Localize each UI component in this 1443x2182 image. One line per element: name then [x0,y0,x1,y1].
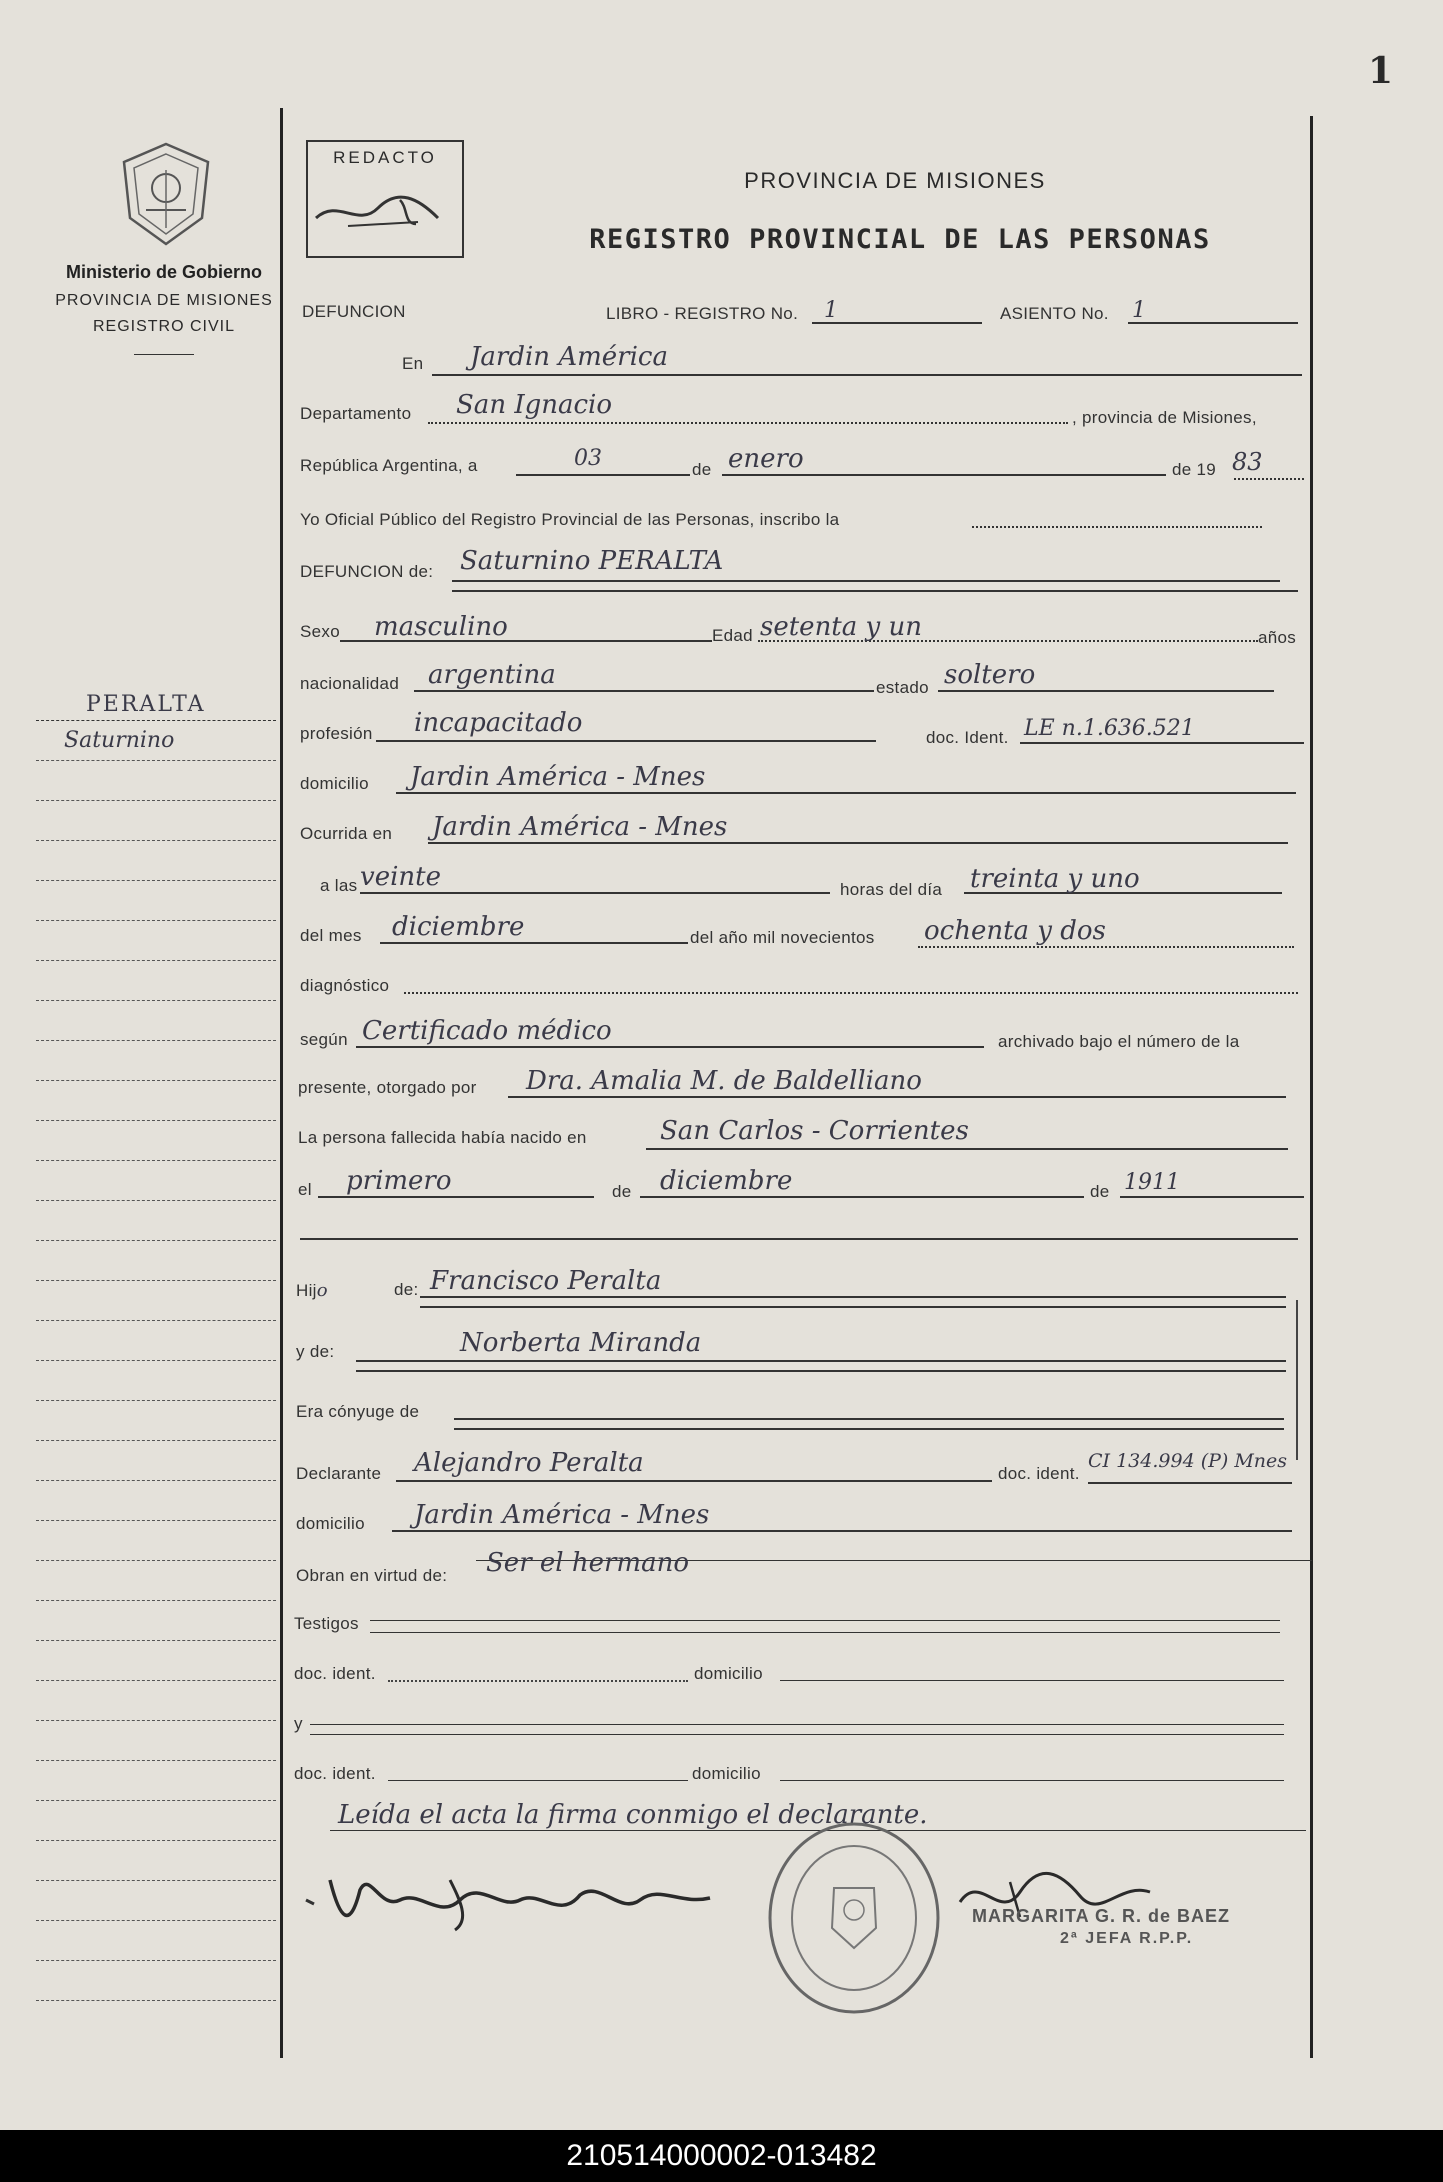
hijo-suffix: o [316,1280,328,1301]
obran-label: Obran en virtud de: [296,1566,448,1585]
decl-doc-value: CI 134.994 (P) Mnes [1088,1450,1288,1472]
nac-mes-line [640,1196,1084,1198]
margin-rule-line [36,2000,276,2001]
margin-rule-line [36,1400,276,1401]
page-number: 1 [1368,50,1394,92]
margin-rule-line [36,1120,276,1121]
margin-rule-line [36,1280,276,1281]
margin-rule-line [36,1480,276,1481]
padre-value: Francisco Peralta [430,1266,662,1296]
declarant-signature [300,1860,720,1940]
decl-domicilio-line [392,1530,1292,1532]
margin-rule-line [36,920,276,921]
domicilio-label: domicilio [300,774,369,793]
medico-value: Dra. Amalia M. de Baldelliano [526,1066,922,1096]
segun-value: Certificado médico [362,1016,612,1046]
hijo-prefix: Hij [296,1281,317,1300]
yde-label: y de: [296,1342,335,1361]
redacto-label: REDACTO [333,148,437,167]
hijo-label [296,1280,328,1301]
margin-rule-line [36,960,276,961]
en-value: Jardin América [470,342,668,372]
margin-rule-line [36,1000,276,1001]
t-domicilio2-label: domicilio [692,1764,761,1783]
obran-value: Ser el hermano [486,1548,689,1578]
nombre-line-2 [452,590,1298,592]
nacionalidad-label: nacionalidad [300,674,400,693]
footer-id: 210514000002-013482 [0,2130,1443,2182]
diagnostico-label: diagnóstico [300,976,390,995]
segun-line [356,1046,984,1048]
delmes-label: del mes [300,926,362,945]
margin-rule-line [36,1760,276,1761]
right-margin-rule [1310,116,1313,2058]
nac-de2-label: de [1090,1182,1110,1201]
margin-surname-line [36,720,276,721]
testigos-line [370,1620,1280,1621]
anio-value: 83 [1232,448,1263,476]
oficial-label: Yo Oficial Público del Registro Provincial de las Personas, inscribo la [300,510,840,529]
mes-muerte-value: diciembre [392,912,525,942]
nac-dia-value: primero [346,1166,452,1196]
padre-line-2 [420,1306,1286,1308]
anio-muerte-line [918,946,1294,948]
madre-value: Norberta Miranda [460,1328,702,1358]
libro-value: 1 [824,298,838,323]
profesion-label: profesión [300,724,373,743]
dia-line [516,474,690,476]
margin-rule-line [36,760,276,761]
horas-label: horas del día [840,880,943,899]
margin-rule-line [36,1840,276,1841]
profesion-value: incapacitado [414,708,583,738]
republica-label: República Argentina, a [300,456,478,475]
testigos-line-2 [370,1632,1280,1633]
decl-doc-label: doc. ident. [998,1464,1080,1483]
decl-domicilio-label: domicilio [296,1514,365,1533]
margin-rule-line [36,1360,276,1361]
margin-rule-line [36,1240,276,1241]
sello-officer: MARGARITA G. R. de BAEZ [972,1906,1230,1926]
departamento-label: Departamento [300,404,412,423]
profesion-line [376,740,876,742]
margin-surname: PERALTA [86,692,206,717]
anio-mil-label: del año mil novecientos [690,928,875,947]
testigos-label: Testigos [294,1614,359,1633]
margin-rule-line [36,840,276,841]
madre-line-2 [356,1370,1286,1372]
header-province: PROVINCIA DE MISIONES [744,168,1046,193]
right-partial-rule [1296,1300,1298,1460]
ocurrida-value: Jardin América - Mnes [432,812,728,842]
estado-value: soltero [944,660,1036,690]
margin-rule-line [36,1640,276,1641]
conyuge-line-2 [454,1428,1284,1430]
hijo-de-label: de: [394,1280,419,1299]
doc-ident2-label: doc. ident. [294,1764,376,1783]
redacto-initials [308,178,458,248]
estado-label: estado [876,678,929,697]
de-label: de [692,460,712,479]
margin-rule-line [36,1560,276,1561]
nacido-label: La persona fallecida había nacido en [298,1128,587,1147]
anios-label: años [1258,628,1297,647]
doc-ident-label: doc. ident. [294,1664,376,1683]
conyuge-line [454,1418,1284,1420]
mes-line [722,474,1166,476]
nac-mes-value: diciembre [660,1166,793,1196]
hora-line [360,892,830,894]
margin-rule-line [36,1320,276,1321]
margin-rule-line [36,880,276,881]
redacto-stamp [306,140,464,258]
margin-rule-line [36,1200,276,1201]
defuncion-label: DEFUNCION [302,302,406,321]
anio-line [1234,478,1304,480]
estado-line [938,690,1274,692]
ministry-title: Ministerio de Gobierno [65,262,262,282]
nacionalidad-value: argentina [428,660,556,690]
declarante-value: Alejandro Peralta [414,1448,644,1478]
nacido-value: San Carlos - Corrientes [660,1116,969,1146]
asiento-label: ASIENTO No. [1000,304,1109,323]
de-anio-label: de 19 [1172,460,1217,479]
nac-anio-value: 1911 [1124,1170,1180,1195]
nac-extra-line [300,1238,1298,1240]
en-label: En [402,354,424,373]
archivado-label: archivado bajo el número de la [998,1032,1240,1051]
t-domicilio-label: domicilio [694,1664,763,1683]
nacionalidad-line [414,690,874,692]
sexo-label: Sexo [300,622,340,641]
margin-rule-line [36,1720,276,1721]
el-label: el [298,1180,312,1199]
doc-line [1020,742,1304,744]
closing-value: Leída el acta la firma conmigo el declarante. [338,1800,928,1830]
y-line [310,1724,1284,1725]
domicilio-line [396,792,1296,794]
doc-label: doc. Ident. [926,728,1009,747]
departamento-line [428,422,1068,424]
mes-muerte-line [380,942,688,944]
en-line [432,374,1302,376]
anio-muerte-value: ochenta y dos [924,916,1106,946]
sello-role: 2ª JEFA R.P.P. [1060,1930,1194,1947]
conyuge-label: Era cónyuge de [296,1402,420,1421]
margin-rule-line [36,800,276,801]
nac-anio-line [1120,1196,1304,1198]
nombre-line [452,580,1280,582]
domicilio-value: Jardin América - Mnes [410,762,706,792]
dia-value: 03 [574,446,602,471]
coat-of-arms-icon [116,140,216,250]
y-label: y [294,1714,303,1733]
margin-rule-line [36,1160,276,1161]
dia-muerte-value: treinta y uno [970,864,1140,894]
margin-rule-line [36,1080,276,1081]
margin-rule-line [36,1880,276,1881]
margin-rule-line [36,1520,276,1521]
margin-rule-line [36,1800,276,1801]
t-domicilio2-line [780,1780,1284,1781]
nacido-line [646,1148,1288,1150]
libro-label: LIBRO - REGISTRO No. [606,304,799,323]
hora-value: veinte [360,862,441,892]
provincia-label: , provincia de Misiones, [1072,408,1257,427]
ocurrida-label: Ocurrida en [300,824,393,843]
decl-doc-line [1088,1482,1292,1484]
margin-rule-line [36,1920,276,1921]
departamento-value: San Ignacio [456,390,613,420]
medico-line [508,1096,1286,1098]
ministry-divider [134,354,194,355]
margin-first: Saturnino [64,728,175,753]
asiento-line [1128,322,1298,324]
oficial-line [972,526,1262,528]
doc-ident-line [388,1680,688,1682]
madre-line [356,1360,1286,1362]
segun-label: según [300,1030,348,1049]
margin-rule-line [36,1680,276,1681]
ministry-province: PROVINCIA DE MISIONES [55,292,273,309]
nombre-value: Saturnino PERALTA [460,546,724,576]
defuncion-de-label: DEFUNCION de: [300,562,434,581]
doc-ident2-line [388,1780,688,1781]
mes-value: enero [728,444,804,474]
asiento-value: 1 [1132,298,1146,323]
edad-value: setenta y un [760,612,922,642]
presente-label: presente, otorgado por [298,1078,477,1097]
alas-label: a las [320,876,358,895]
t-domicilio-line [780,1680,1284,1681]
margin-rule-line [36,1600,276,1601]
margin-rule-line [36,1040,276,1041]
decl-domicilio-value: Jardin América - Mnes [414,1500,710,1530]
margin-rule-line [36,1440,276,1441]
header-registry: REGISTRO PROVINCIAL DE LAS PERSONAS [589,224,1211,255]
sexo-value: masculino [374,612,508,642]
declarante-line [396,1480,992,1482]
diagnostico-line [404,992,1298,994]
ministry-registry: REGISTRO CIVIL [92,318,236,335]
y-line-2 [310,1734,1284,1735]
doc-value: LE n.1.636.521 [1024,716,1195,741]
left-margin-rule [280,108,283,2058]
margin-rule-line [36,1960,276,1961]
edad-label: Edad [712,626,753,645]
declarante-label: Declarante [296,1464,382,1483]
nac-dia-line [318,1196,594,1198]
ocurrida-line [428,842,1288,844]
nac-de-label: de [612,1182,632,1201]
padre-line [420,1296,1286,1298]
official-seal-icon [764,1818,944,2018]
